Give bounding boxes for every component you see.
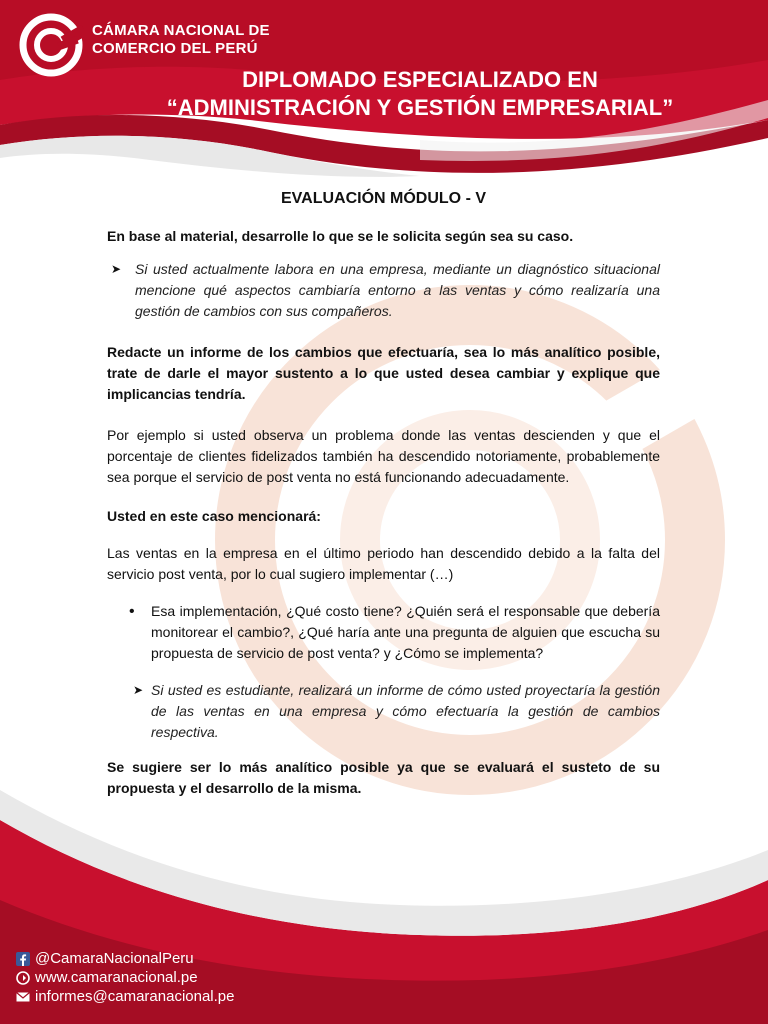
footer-contacts xyxy=(16,949,235,1006)
example-text: Por ejemplo si usted observa un problema donde las ventas descienden y que el porcentaje de clientes fidelizados también ha descendido notoriamente, probablemente sea porque el servicio de post venta no está funcionando adecuadamente. xyxy=(107,427,660,485)
item-worker-text: Si usted actualmente labora en una empresa, mediante un diagnóstico situacional mencione qué aspectos cambiaría entorno a las ventas y cómo realizaría una gestión de cambios con sus compañeros. xyxy=(135,261,660,319)
list-item-bullet xyxy=(107,601,660,664)
facebook-handle: @CamaraNacionalPeru xyxy=(35,950,194,967)
closing-text: Se sugiere ser lo más analítico posible ya que se evaluará el susteto de su propuesta y el desarrollo de la misma. xyxy=(107,759,660,796)
diploma-title-line-1: DIPLOMADO ESPECIALIZADO EN xyxy=(242,67,598,92)
mention-text: Las ventas en la empresa en el último periodo han descendido debido a la falta del servicio post venta, por lo cual sugiero implementar (…) xyxy=(107,545,660,582)
diploma-title-line-2: “ADMINISTRACIÓN Y GESTIÓN EMPRESARIAL” xyxy=(166,95,674,120)
facebook-icon xyxy=(16,952,30,966)
instruction-text: Redacte un informe de los cambios que efectuaría, sea lo más analítico posible, trate de darle el mayor sustento a lo que usted desea cambiar y explique que implicancias tendría. xyxy=(107,344,660,402)
arrow-bullet-icon: ➤ xyxy=(111,262,122,276)
item-student-text: Si usted es estudiante, realizará un informe de cómo usted proyectaría la gestión de las ventas en una empresa y cómo efectuaría la gestión de cambios respectiva. xyxy=(151,682,660,740)
footer-facebook[interactable] xyxy=(16,949,235,968)
intro-text: En base al material, desarrolle lo que se le solicita según sea su caso. xyxy=(107,228,574,244)
arrow-bullet-icon: ➤ xyxy=(133,683,144,697)
mail-icon xyxy=(16,990,30,1004)
mention-label: Usted en este caso mencionará: xyxy=(107,508,321,524)
organization-name xyxy=(92,22,270,58)
logo-c-icon xyxy=(18,12,84,78)
bullet-dot-icon: • xyxy=(129,603,135,620)
list-item-student xyxy=(107,680,660,743)
diploma-title xyxy=(120,66,720,122)
org-line-1: CÁMARA NACIONAL DE xyxy=(92,22,270,39)
org-line-2: COMERCIO DEL PERÚ xyxy=(92,40,258,57)
evaluation-title: EVALUACIÓN MÓDULO - V xyxy=(280,190,487,207)
footer-website[interactable] xyxy=(16,968,235,987)
website-link: www.camaranacional.pe xyxy=(35,969,198,986)
bullet-text: Esa implementación, ¿Qué costo tiene? ¿Quién será el responsable que debería monitorear el cambio?, ¿Qué haría ante una pregunta de alguien que escucha su propuesta de servicio de post venta? y ¿Cómo se implementa? xyxy=(151,603,660,661)
document-body xyxy=(107,190,660,799)
email-link: informes@camaranacional.pe xyxy=(35,988,235,1005)
globe-icon xyxy=(16,971,30,985)
list-item-worker xyxy=(107,259,660,322)
footer-email[interactable] xyxy=(16,987,235,1006)
